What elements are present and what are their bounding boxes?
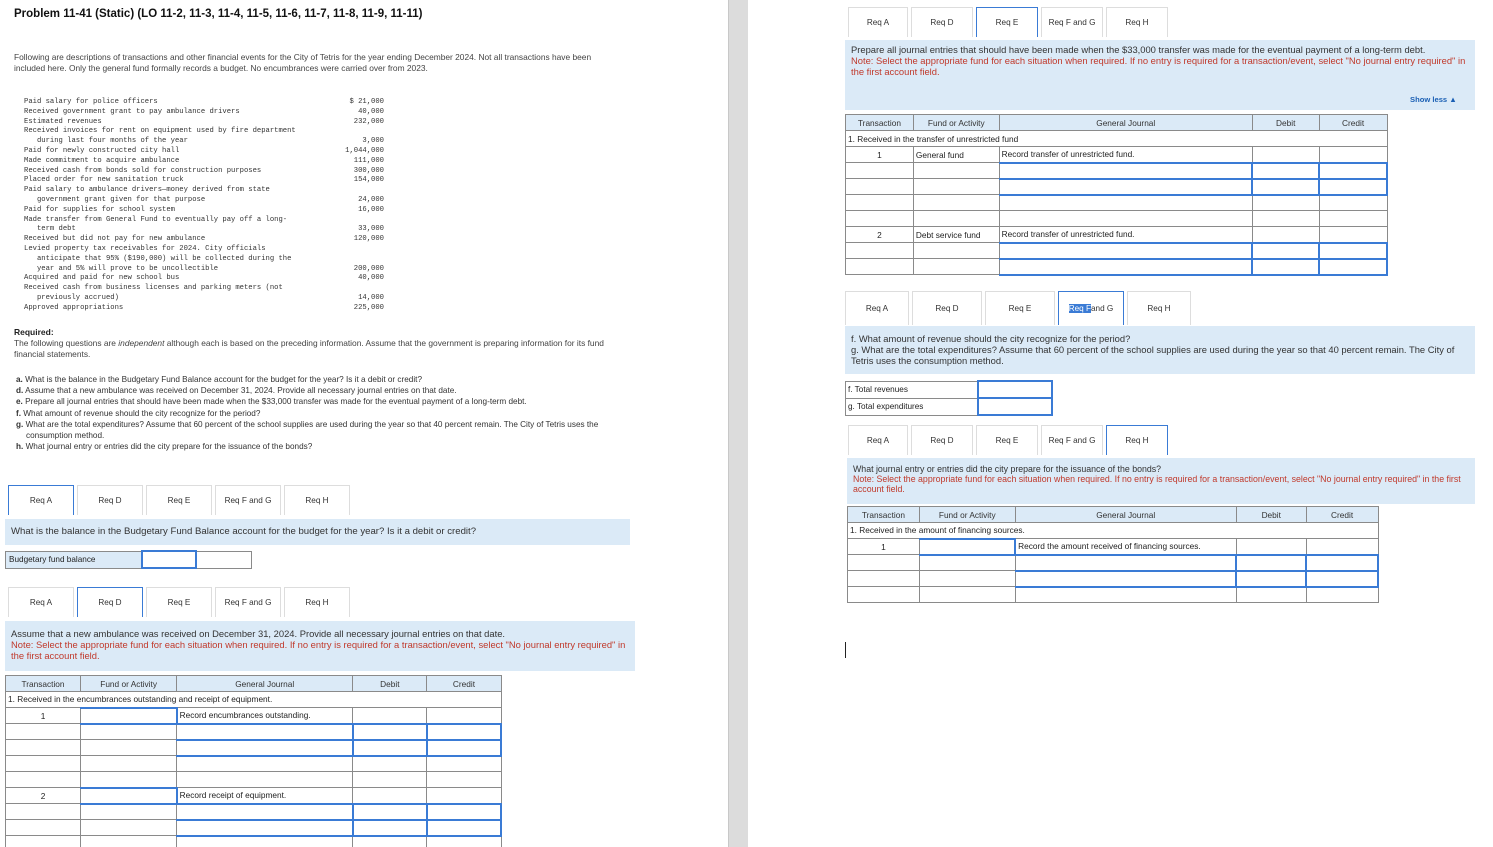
credit-input[interactable]: [1319, 179, 1387, 195]
journal-memo: Record transfer of unrestricted fund.: [999, 227, 1252, 243]
budgetary-fund-balance-label: Budgetary fund balance: [6, 551, 142, 568]
transaction-row: [24, 176, 384, 186]
transaction-desc: Estimated revenues: [24, 117, 102, 126]
col-fund: Fund or Activity: [919, 507, 1015, 523]
journal-memo: Record the amount received of financing sources.: [1015, 539, 1236, 555]
transaction-row: [24, 235, 384, 245]
journal-memo: Record encumbrances outstanding.: [177, 708, 353, 724]
debit-input[interactable]: [1252, 163, 1319, 179]
tab-highlight: Req F: [1068, 304, 1091, 313]
transaction-desc: Paid for supplies for school system: [24, 205, 175, 214]
transaction-desc: Received but did not pay for new ambulance: [24, 235, 206, 244]
intro-text: Following are descriptions of transactions and other financial events for the City of Tetris for the year ending December 2024. Not all transactions have been included here. Only the general fund formally records a budget. No encumbrances were carried over from 2023.: [14, 52, 592, 73]
tab-req-f-and-g[interactable]: Req F and G: [1041, 7, 1103, 37]
tabs-reqE: [848, 7, 1171, 37]
reqH-note: Note: Select the appropriate fund for each situation when required. If no entry is required for a transaction/event, select "No journal entry required" in the first account field.: [853, 474, 1461, 495]
transaction-amount: 232,000: [353, 117, 384, 126]
tabs-reqH: [848, 425, 1171, 455]
credit-input[interactable]: [427, 820, 501, 836]
tab-req-h[interactable]: Req H: [1127, 291, 1191, 325]
txn-number: 1: [846, 147, 914, 163]
debit-input[interactable]: [1236, 555, 1306, 571]
tab-req-f-and-g[interactable]: Req F and G: [215, 485, 281, 515]
transaction-list: [24, 98, 384, 314]
credit-input[interactable]: [427, 804, 501, 820]
col-fund: Fund or Activity: [81, 676, 177, 692]
tab-req-a[interactable]: Req A: [848, 7, 908, 37]
reqFG-table: [845, 380, 1053, 416]
transaction-amount: 1,044,000: [345, 146, 384, 155]
account-select[interactable]: [999, 259, 1252, 275]
tab-req-d[interactable]: Req D: [77, 485, 143, 515]
question-item: [16, 441, 606, 452]
required-heading: Required:: [14, 327, 54, 337]
reqD-note: Note: Select the appropriate fund for each situation when required. If no entry is required for a transaction/event, select "No journal entry required" in the first account field.: [11, 638, 626, 661]
transaction-amount: 40,000: [358, 107, 384, 116]
tab-req-e[interactable]: Req E: [985, 291, 1055, 325]
tabs-reqA: [8, 485, 353, 515]
transaction-amount: 154,000: [353, 176, 384, 185]
transaction-row: [24, 186, 384, 206]
reqE-prompt: Prepare all journal entries that should have been made when the $33,000 transfer was made for the eventual payment of a long-term debt.: [851, 44, 1426, 55]
question-item: [16, 419, 606, 441]
credit-input[interactable]: [427, 740, 501, 756]
reqH-journal-table: [847, 506, 1379, 603]
left-column: [0, 0, 728, 847]
question-letter: a.: [16, 375, 23, 384]
account-select[interactable]: [999, 179, 1252, 195]
question-text: What are the total expenditures? Assume that 60 percent of the school supplies are used during the year so that 40 percent remain. The City of Tetris uses the consumption method.: [25, 419, 599, 441]
column-divider: [728, 0, 748, 847]
transaction-amount: 40,000: [358, 274, 384, 283]
transaction-amount: 3,000: [362, 137, 384, 146]
fund-value[interactable]: General fund: [913, 147, 999, 163]
journal-memo: Record transfer of unrestricted fund.: [999, 147, 1252, 163]
transaction-amount: 300,000: [353, 166, 384, 175]
transaction-row: [24, 118, 384, 128]
fund-value[interactable]: Debt service fund: [913, 227, 999, 243]
credit-input[interactable]: [1319, 243, 1387, 259]
tab-req-h[interactable]: Req H: [284, 485, 350, 515]
txn-number: 1: [6, 708, 81, 724]
credit-input[interactable]: [1306, 555, 1378, 571]
transaction-amount: 111,000: [353, 156, 384, 165]
question-letter: g.: [16, 419, 24, 429]
transaction-row: [24, 304, 384, 314]
transaction-row: [24, 127, 384, 147]
question-item: [16, 374, 606, 385]
total-revenues-input[interactable]: [978, 381, 1052, 398]
reqA-prompt: What is the balance in the Budgetary Fund Balance account for the budget for the year? Is it a debit or credit?: [5, 519, 630, 545]
transaction-row: [24, 167, 384, 177]
tab-req-d[interactable]: Req D: [77, 587, 143, 617]
question-text: Prepare all journal entries that should have been made when the $33,000 transfer was made for the eventual payment of a long-term debt.: [25, 397, 527, 407]
transaction-desc: Received cash from bonds sold for construction purposes: [24, 166, 262, 175]
required-text-1: The following questions are: [14, 338, 116, 348]
reqA-amount-input[interactable]: [196, 551, 252, 568]
total-expenditures-label: g. Total expenditures: [846, 398, 978, 415]
transaction-row: [24, 284, 384, 304]
reqD-journal-table: [5, 675, 502, 847]
debit-input[interactable]: [353, 804, 427, 820]
reqD-prompt-panel: [5, 621, 635, 671]
col-debit: Debit: [1236, 507, 1306, 523]
tab-req-e[interactable]: Req E: [976, 7, 1038, 37]
question-letter: h.: [16, 442, 24, 452]
fund-select[interactable]: [81, 708, 177, 724]
account-select[interactable]: [177, 820, 353, 836]
debit-input[interactable]: [1252, 179, 1319, 195]
tab-req-h[interactable]: Req H: [1106, 7, 1168, 37]
credit-input[interactable]: [1319, 259, 1387, 275]
reqF-prompt: f. What amount of revenue should the city recognize for the period?: [851, 333, 1131, 344]
total-revenues-label: f. Total revenues: [846, 381, 978, 398]
debit-input[interactable]: [1236, 571, 1306, 587]
text-cursor: [845, 642, 846, 658]
fund-select[interactable]: [81, 788, 177, 804]
credit-input[interactable]: [427, 724, 501, 740]
account-select[interactable]: [177, 724, 353, 740]
col-general-journal: General Journal: [999, 115, 1252, 131]
credit-input[interactable]: [1319, 163, 1387, 179]
tab-req-a[interactable]: Req A: [8, 485, 74, 515]
transaction-row: [24, 108, 384, 118]
account-select[interactable]: [1015, 555, 1236, 571]
col-fund: Fund or Activity: [913, 115, 999, 131]
tab-req-f-and-g[interactable]: Req F and G: [215, 587, 281, 617]
tab-rest: and G: [1090, 304, 1114, 313]
col-credit: Credit: [1319, 115, 1387, 131]
tab-req-d[interactable]: Req D: [911, 425, 973, 455]
reqD-caption: 1. Received in the encumbrances outstanding and receipt of equipment.: [6, 692, 502, 708]
col-transaction: Transaction: [6, 676, 81, 692]
transaction-amount: 200,000: [353, 264, 384, 273]
required-text: [14, 338, 604, 359]
transaction-desc: Paid for newly constructed city hall: [24, 146, 180, 155]
account-select[interactable]: [999, 163, 1252, 179]
reqH-caption: 1. Received in the amount of financing sources.: [848, 523, 1379, 539]
transaction-amount: 33,000: [358, 225, 384, 234]
reqD-prompt: Assume that a new ambulance was received on December 31, 2024. Provide all necessary journal entries on that date.: [11, 628, 506, 639]
col-general-journal: General Journal: [1015, 507, 1236, 523]
question-text: What journal entry or entries did the city prepare for the issuance of the bonds?: [25, 442, 313, 452]
transaction-row: [24, 274, 384, 284]
required-text-2: although each is based on the preceding information. Assume that the government is preparing information for its fund financial statements.: [14, 338, 604, 359]
transaction-row: [24, 206, 384, 216]
transaction-desc: Placed order for new sanitation truck: [24, 176, 184, 185]
tab-req-a[interactable]: Req A: [845, 291, 909, 325]
transaction-row: [24, 245, 384, 274]
question-letter: e.: [16, 397, 23, 407]
tab-req-h[interactable]: Req H: [284, 587, 350, 617]
debit-input[interactable]: [353, 740, 427, 756]
tab-req-h[interactable]: Req H: [1106, 425, 1168, 455]
txn-number: 1: [848, 539, 920, 555]
txn-number: 2: [846, 227, 914, 243]
col-debit: Debit: [1252, 115, 1319, 131]
reqA-table: [5, 550, 252, 569]
transaction-desc: Paid salary to ambulance drivers—money derived from state government grant given for that purpose: [24, 186, 270, 204]
col-general-journal: General Journal: [177, 676, 353, 692]
transaction-desc: Received cash from business licenses and parking meters (not previously accrued): [24, 284, 283, 302]
reqG-prompt: g. What are the total expenditures? Assume that 60 percent of the school supplies are used during the year so that 40 percent remain. The City of Tetris uses the consumption method.: [851, 343, 1455, 366]
tab-req-f-and-g[interactable]: Req F and G: [1041, 425, 1103, 455]
transaction-amount: 120,000: [353, 235, 384, 244]
tabs-reqD: [8, 587, 353, 617]
col-transaction: Transaction: [848, 507, 920, 523]
question-text: What is the balance in the Budgetary Fund Balance account for the budget for the year? Is it a debit or credit?: [25, 375, 423, 384]
problem-title: Problem 11-41 (Static) (LO 11-2, 11-3, 11-4, 11-5, 11-6, 11-7, 11-8, 11-9, 11-11): [14, 8, 423, 20]
question-letter: f.: [16, 408, 22, 418]
transaction-row: [24, 98, 384, 108]
account-select[interactable]: [177, 804, 353, 820]
transaction-desc: Made commitment to acquire ambulance: [24, 156, 180, 165]
tab-req-e[interactable]: Req E: [146, 587, 212, 617]
reqE-prompt-panel: [845, 40, 1475, 110]
transaction-desc: Received government grant to pay ambulance drivers: [24, 107, 240, 116]
tab-req-d[interactable]: Req D: [911, 7, 973, 37]
debit-input[interactable]: [353, 820, 427, 836]
tab-req-a[interactable]: Req A: [8, 587, 74, 617]
reqA-debit-credit-select[interactable]: [142, 551, 196, 568]
right-column: [748, 0, 1493, 847]
tab-req-a[interactable]: Req A: [848, 425, 908, 455]
question-list: [16, 374, 606, 452]
question-text: Assume that a new ambulance was received on December 31, 2024. Provide all necessary journal entries on that date.: [25, 386, 457, 396]
total-expenditures-input[interactable]: [978, 398, 1052, 415]
transaction-desc: Approved appropriations: [24, 303, 124, 312]
transaction-amount: 24,000: [358, 195, 384, 204]
transaction-desc: Levied property tax receivables for 2024. City officials anticipate that 95% ($190,000) will be collected during the year and 5% will prove to be uncollectible: [24, 244, 292, 273]
reqFG-prompt-panel: [845, 326, 1475, 374]
question-text: What amount of revenue should the city recognize for the period?: [23, 408, 261, 418]
transaction-row: [24, 157, 384, 167]
debit-input[interactable]: [1252, 259, 1319, 275]
col-credit: Credit: [427, 676, 501, 692]
fund-select[interactable]: [919, 539, 1015, 555]
account-select[interactable]: [999, 243, 1252, 259]
col-transaction: Transaction: [846, 115, 914, 131]
transaction-desc: Made transfer from General Fund to eventually pay off a long- term debt: [24, 215, 288, 234]
txn-number: 2: [6, 788, 81, 804]
reqE-caption: 1. Received in the transfer of unrestricted fund: [846, 131, 1388, 147]
transaction-amount: $ 21,000: [349, 98, 384, 106]
transaction-row: [24, 147, 384, 157]
transaction-amount: 225,000: [353, 303, 384, 312]
transaction-desc: Acquired and paid for new school bus: [24, 274, 180, 283]
tab-req-e[interactable]: Req E: [976, 425, 1038, 455]
credit-input[interactable]: [1306, 571, 1378, 587]
transaction-desc: Received invoices for rent on equipment used by fire department during last four months of the year: [24, 127, 296, 146]
debit-input[interactable]: [1252, 243, 1319, 259]
required-text-em: independent: [118, 338, 165, 348]
question-letter: d.: [16, 386, 24, 396]
tab-req-e[interactable]: Req E: [146, 485, 212, 515]
reqH-prompt-panel: [847, 458, 1475, 504]
col-debit: Debit: [353, 676, 427, 692]
debit-input[interactable]: [353, 724, 427, 740]
col-credit: Credit: [1306, 507, 1378, 523]
question-item: [16, 408, 606, 419]
transaction-amount: 14,000: [358, 293, 384, 302]
tab-req-f-and-g[interactable]: [1058, 291, 1124, 325]
account-select[interactable]: [177, 740, 353, 756]
account-select[interactable]: [1015, 571, 1236, 587]
tabs-reqFG: [845, 291, 1194, 325]
journal-memo: Record receipt of equipment.: [177, 788, 353, 804]
transaction-row: [24, 216, 384, 236]
tab-req-d[interactable]: Req D: [912, 291, 982, 325]
reqE-note: Note: Select the appropriate fund for each situation when required. If no entry is required for a transaction/event, select "No journal entry required" in the first account field.: [851, 54, 1466, 77]
question-item: [16, 396, 606, 407]
reqE-journal-table: [845, 114, 1388, 276]
reqH-prompt: What journal entry or entries did the city prepare for the issuance of the bonds?: [853, 464, 1162, 474]
transaction-amount: 16,000: [358, 205, 384, 214]
transaction-desc: Paid salary for police officers: [24, 98, 158, 106]
show-less-link[interactable]: Show less ▲: [1410, 95, 1457, 104]
question-item: [16, 385, 606, 396]
